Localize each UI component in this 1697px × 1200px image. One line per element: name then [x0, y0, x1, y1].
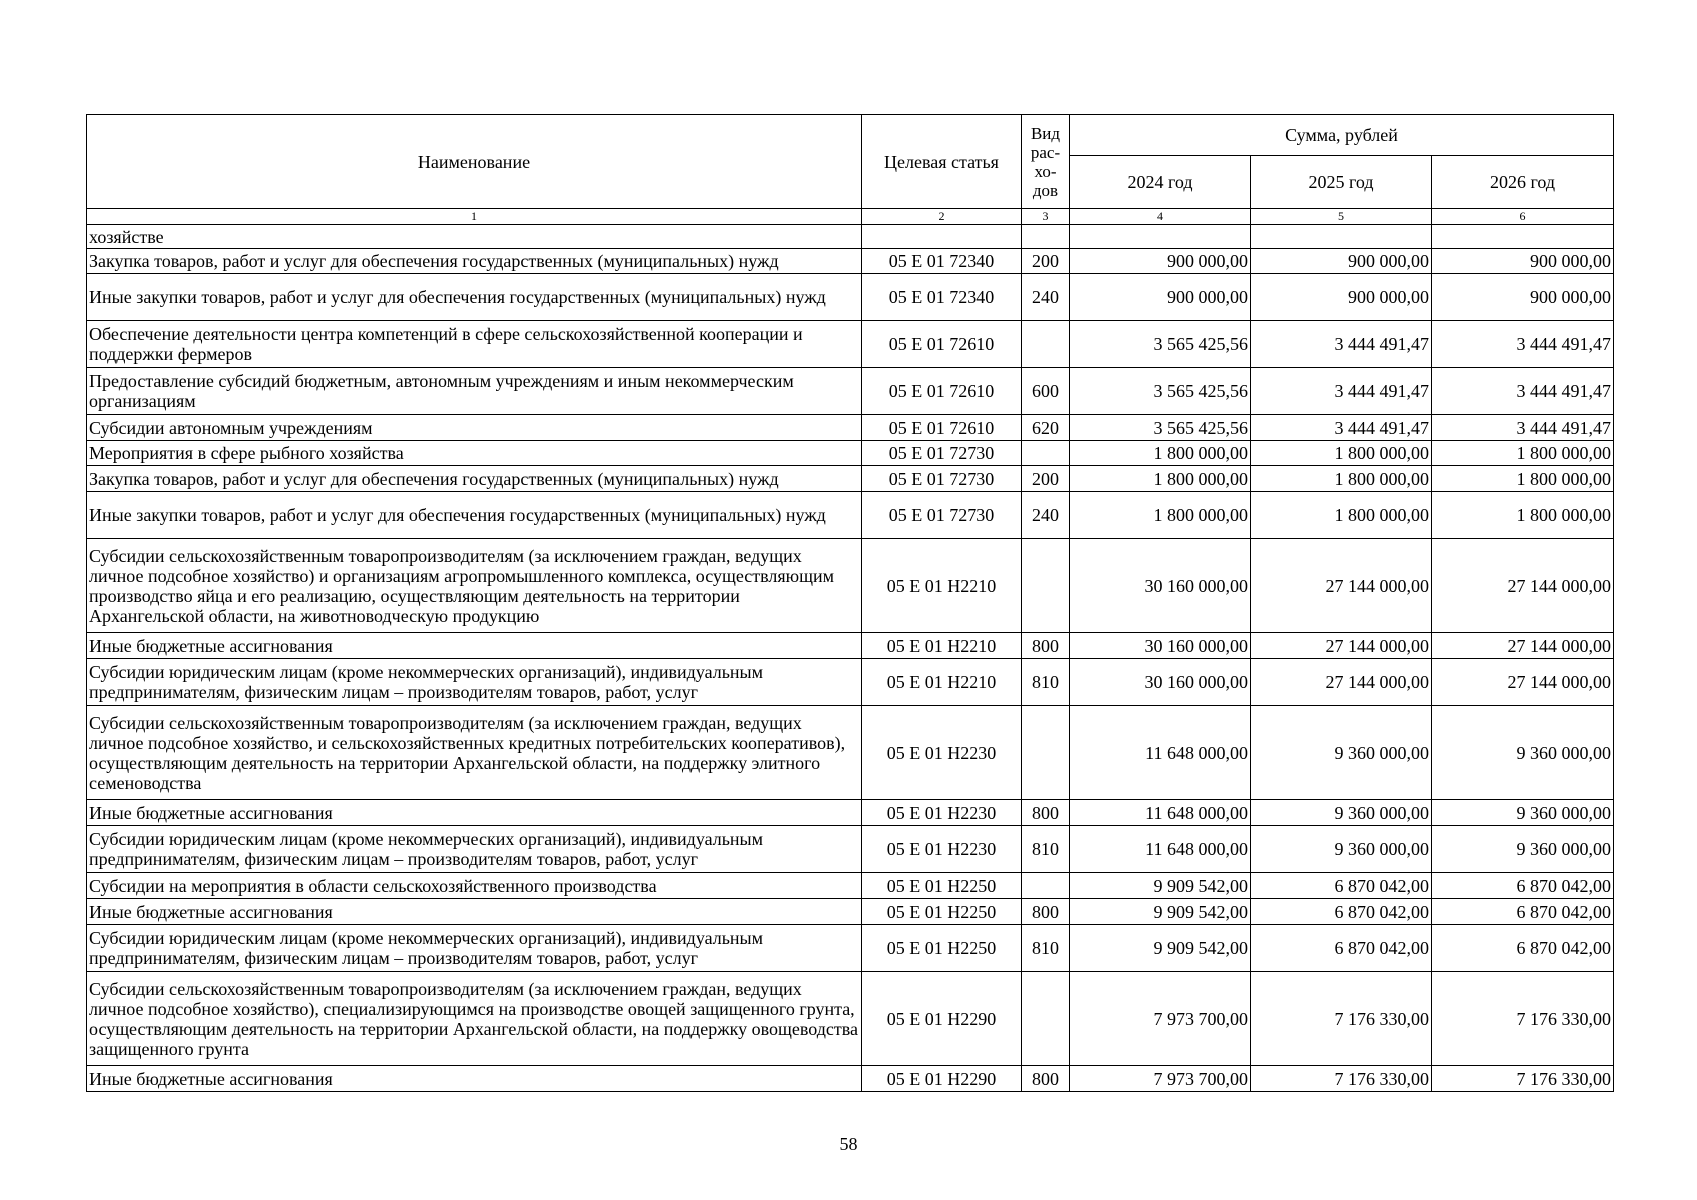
- row-sum-2026: 27 144 000,00: [1432, 539, 1614, 633]
- row-sum-2024: 11 648 000,00: [1070, 706, 1251, 800]
- row-name: Субсидии сельскохозяйственным товаропроизводителям (за исключением граждан, ведущих личное подсобное хозяйство, и сельскохозяйственных кредитных потребительских кооперативов), осуществляющим деятельность на территории Архангельской области, на поддержку элитного семеноводства: [87, 706, 862, 800]
- row-expense-kind: [1022, 972, 1070, 1066]
- row-target-article: 05 E 01 72730: [862, 492, 1022, 539]
- table-row: [87, 321, 1614, 368]
- column-number: 1: [87, 209, 862, 225]
- row-sum-2025: 9 360 000,00: [1251, 706, 1432, 800]
- row-target-article: 05 E 01 H2230: [862, 800, 1022, 826]
- row-sum-2025: 1 800 000,00: [1251, 441, 1432, 466]
- row-sum-2026: 7 176 330,00: [1432, 972, 1614, 1066]
- row-name: Субсидии юридическим лицам (кроме некоммерческих организаций), индивидуальным предпринимателям, физическим лицам – производителям товаров, работ, услуг: [87, 659, 862, 706]
- header-year-2024: 2024 год: [1070, 156, 1251, 209]
- table-row: [87, 492, 1614, 539]
- row-target-article: 05 E 01 H2250: [862, 925, 1022, 972]
- row-expense-kind: 240: [1022, 492, 1070, 539]
- table-row: [87, 873, 1614, 899]
- row-sum-2024: [1070, 225, 1251, 249]
- table-row: [87, 800, 1614, 826]
- row-name: Иные бюджетные ассигнования: [87, 633, 862, 659]
- row-target-article: 05 E 01 H2210: [862, 633, 1022, 659]
- row-name: Субсидии на мероприятия в области сельскохозяйственного производства: [87, 873, 862, 899]
- row-name: Обеспечение деятельности центра компетенций в сфере сельскохозяйственной кооперации и поддержки фермеров: [87, 321, 862, 368]
- row-sum-2025: 1 800 000,00: [1251, 492, 1432, 539]
- row-sum-2024: 9 909 542,00: [1070, 899, 1251, 925]
- row-expense-kind: [1022, 441, 1070, 466]
- table-row: [87, 1066, 1614, 1092]
- row-sum-2026: 1 800 000,00: [1432, 492, 1614, 539]
- column-number: 4: [1070, 209, 1251, 225]
- row-name: хозяйстве: [87, 225, 862, 249]
- row-sum-2024: 30 160 000,00: [1070, 633, 1251, 659]
- row-sum-2025: 27 144 000,00: [1251, 539, 1432, 633]
- row-expense-kind: 810: [1022, 925, 1070, 972]
- row-name: Мероприятия в сфере рыбного хозяйства: [87, 441, 862, 466]
- row-expense-kind: 200: [1022, 249, 1070, 274]
- row-sum-2025: 3 444 491,47: [1251, 368, 1432, 415]
- table-row: [87, 539, 1614, 633]
- column-number: 2: [862, 209, 1022, 225]
- row-sum-2026: 27 144 000,00: [1432, 659, 1614, 706]
- row-name: Субсидии автономным учреждениям: [87, 415, 862, 441]
- row-sum-2025: 900 000,00: [1251, 274, 1432, 321]
- column-number: 5: [1251, 209, 1432, 225]
- row-sum-2024: 11 648 000,00: [1070, 826, 1251, 873]
- header-name: Наименование: [87, 115, 862, 209]
- row-sum-2024: 11 648 000,00: [1070, 800, 1251, 826]
- row-sum-2026: 900 000,00: [1432, 274, 1614, 321]
- row-expense-kind: 800: [1022, 800, 1070, 826]
- table-row: [87, 659, 1614, 706]
- row-sum-2025: 9 360 000,00: [1251, 800, 1432, 826]
- row-target-article: 05 E 01 72730: [862, 441, 1022, 466]
- row-target-article: 05 E 01 H2230: [862, 826, 1022, 873]
- row-target-article: 05 E 01 72340: [862, 249, 1022, 274]
- table-row: [87, 225, 1614, 249]
- header-year-2026: 2026 год: [1432, 156, 1614, 209]
- row-sum-2025: 1 800 000,00: [1251, 466, 1432, 492]
- row-target-article: 05 E 01 72610: [862, 415, 1022, 441]
- header-year-2025: 2025 год: [1251, 156, 1432, 209]
- row-sum-2024: 7 973 700,00: [1070, 1066, 1251, 1092]
- row-sum-2025: 27 144 000,00: [1251, 633, 1432, 659]
- row-sum-2026: 1 800 000,00: [1432, 441, 1614, 466]
- row-sum-2024: 1 800 000,00: [1070, 492, 1251, 539]
- row-target-article: 05 E 01 H2290: [862, 1066, 1022, 1092]
- row-name: Иные закупки товаров, работ и услуг для обеспечения государственных (муниципальных) нужд: [87, 492, 862, 539]
- row-sum-2026: 9 360 000,00: [1432, 800, 1614, 826]
- row-target-article: 05 E 01 72610: [862, 321, 1022, 368]
- header-expense-kind: Вид рас- хо- дов: [1022, 115, 1070, 209]
- table-row: [87, 274, 1614, 321]
- row-name: Предоставление субсидий бюджетным, автономным учреждениям и иным некоммерческим организациям: [87, 368, 862, 415]
- row-name: Субсидии юридическим лицам (кроме некоммерческих организаций), индивидуальным предпринимателям, физическим лицам – производителям товаров, работ, услуг: [87, 925, 862, 972]
- row-expense-kind: [1022, 873, 1070, 899]
- row-sum-2026: 7 176 330,00: [1432, 1066, 1614, 1092]
- row-sum-2024: 900 000,00: [1070, 249, 1251, 274]
- row-name: Закупка товаров, работ и услуг для обеспечения государственных (муниципальных) нужд: [87, 466, 862, 492]
- row-sum-2026: 1 800 000,00: [1432, 466, 1614, 492]
- row-target-article: 05 E 01 H2230: [862, 706, 1022, 800]
- row-name: Иные бюджетные ассигнования: [87, 1066, 862, 1092]
- row-sum-2025: 9 360 000,00: [1251, 826, 1432, 873]
- row-name: Закупка товаров, работ и услуг для обеспечения государственных (муниципальных) нужд: [87, 249, 862, 274]
- row-sum-2024: 30 160 000,00: [1070, 539, 1251, 633]
- row-sum-2024: 3 565 425,56: [1070, 321, 1251, 368]
- row-sum-2026: 3 444 491,47: [1432, 368, 1614, 415]
- table-row: [87, 925, 1614, 972]
- row-sum-2024: 900 000,00: [1070, 274, 1251, 321]
- row-target-article: 05 E 01 H2290: [862, 972, 1022, 1066]
- row-target-article: 05 E 01 H2250: [862, 899, 1022, 925]
- row-target-article: [862, 225, 1022, 249]
- row-sum-2026: 6 870 042,00: [1432, 873, 1614, 899]
- row-sum-2026: 6 870 042,00: [1432, 925, 1614, 972]
- page-number: 58: [839, 1134, 858, 1154]
- row-target-article: 05 E 01 H2210: [862, 659, 1022, 706]
- row-sum-2025: 6 870 042,00: [1251, 925, 1432, 972]
- table-row: [87, 249, 1614, 274]
- row-sum-2025: 27 144 000,00: [1251, 659, 1432, 706]
- row-target-article: 05 E 01 H2250: [862, 873, 1022, 899]
- row-expense-kind: 810: [1022, 826, 1070, 873]
- table-row: [87, 899, 1614, 925]
- header-sum: Сумма, рублей: [1070, 115, 1614, 156]
- row-name: Субсидии сельскохозяйственным товаропроизводителям (за исключением граждан, ведущих личное подсобное хозяйство) и организациям агропромышленного комплекса, осуществляющим производство яйца и его реализацию, осуществляющим деятельность на территории Архангельской области, на животноводческую продукцию: [87, 539, 862, 633]
- row-sum-2025: 7 176 330,00: [1251, 1066, 1432, 1092]
- column-numbers-row: [87, 209, 1614, 225]
- row-sum-2025: 3 444 491,47: [1251, 321, 1432, 368]
- table-row: [87, 633, 1614, 659]
- row-sum-2026: 27 144 000,00: [1432, 633, 1614, 659]
- row-name: Субсидии сельскохозяйственным товаропроизводителям (за исключением граждан, ведущих личное подсобное хозяйство), специализирующимся на производстве овощей защищенного грунта, осуществляющим деятельность на территории Архангельской области, на поддержку овощеводства защищенного грунта: [87, 972, 862, 1066]
- row-sum-2025: [1251, 225, 1432, 249]
- row-sum-2026: 3 444 491,47: [1432, 415, 1614, 441]
- row-target-article: 05 E 01 72730: [862, 466, 1022, 492]
- row-sum-2025: 7 176 330,00: [1251, 972, 1432, 1066]
- row-target-article: 05 E 01 72610: [862, 368, 1022, 415]
- table-row: [87, 466, 1614, 492]
- column-number: 6: [1432, 209, 1614, 225]
- table-row: [87, 441, 1614, 466]
- row-target-article: 05 E 01 72340: [862, 274, 1022, 321]
- row-target-article: 05 E 01 H2210: [862, 539, 1022, 633]
- row-name: Иные закупки товаров, работ и услуг для обеспечения государственных (муниципальных) нужд: [87, 274, 862, 321]
- row-expense-kind: 620: [1022, 415, 1070, 441]
- row-expense-kind: [1022, 539, 1070, 633]
- row-sum-2024: 1 800 000,00: [1070, 466, 1251, 492]
- row-sum-2026: 3 444 491,47: [1432, 321, 1614, 368]
- table-row: [87, 972, 1614, 1066]
- row-sum-2026: [1432, 225, 1614, 249]
- row-expense-kind: 240: [1022, 274, 1070, 321]
- row-expense-kind: 200: [1022, 466, 1070, 492]
- table-row: [87, 368, 1614, 415]
- row-expense-kind: 800: [1022, 1066, 1070, 1092]
- row-expense-kind: [1022, 225, 1070, 249]
- table-row: [87, 706, 1614, 800]
- row-expense-kind: 800: [1022, 633, 1070, 659]
- budget-table: [86, 114, 1614, 1092]
- row-expense-kind: 800: [1022, 899, 1070, 925]
- row-sum-2024: 3 565 425,56: [1070, 368, 1251, 415]
- row-sum-2024: 9 909 542,00: [1070, 873, 1251, 899]
- table-body: [87, 225, 1614, 1092]
- row-name: Иные бюджетные ассигнования: [87, 800, 862, 826]
- row-sum-2024: 30 160 000,00: [1070, 659, 1251, 706]
- table-row: [87, 415, 1614, 441]
- row-expense-kind: [1022, 706, 1070, 800]
- row-sum-2024: 9 909 542,00: [1070, 925, 1251, 972]
- row-sum-2025: 6 870 042,00: [1251, 899, 1432, 925]
- row-sum-2026: 900 000,00: [1432, 249, 1614, 274]
- row-sum-2026: 6 870 042,00: [1432, 899, 1614, 925]
- row-sum-2026: 9 360 000,00: [1432, 706, 1614, 800]
- row-sum-2024: 7 973 700,00: [1070, 972, 1251, 1066]
- row-sum-2025: 900 000,00: [1251, 249, 1432, 274]
- row-sum-2024: 3 565 425,56: [1070, 415, 1251, 441]
- column-number: 3: [1022, 209, 1070, 225]
- row-name: Иные бюджетные ассигнования: [87, 899, 862, 925]
- row-sum-2025: 6 870 042,00: [1251, 873, 1432, 899]
- table-header: [87, 115, 1614, 225]
- row-sum-2024: 1 800 000,00: [1070, 441, 1251, 466]
- row-expense-kind: 810: [1022, 659, 1070, 706]
- row-expense-kind: [1022, 321, 1070, 368]
- row-sum-2025: 3 444 491,47: [1251, 415, 1432, 441]
- row-name: Субсидии юридическим лицам (кроме некоммерческих организаций), индивидуальным предпринимателям, физическим лицам – производителям товаров, работ, услуг: [87, 826, 862, 873]
- row-expense-kind: 600: [1022, 368, 1070, 415]
- header-target-article: Целевая статья: [862, 115, 1022, 209]
- row-sum-2026: 9 360 000,00: [1432, 826, 1614, 873]
- table-row: [87, 826, 1614, 873]
